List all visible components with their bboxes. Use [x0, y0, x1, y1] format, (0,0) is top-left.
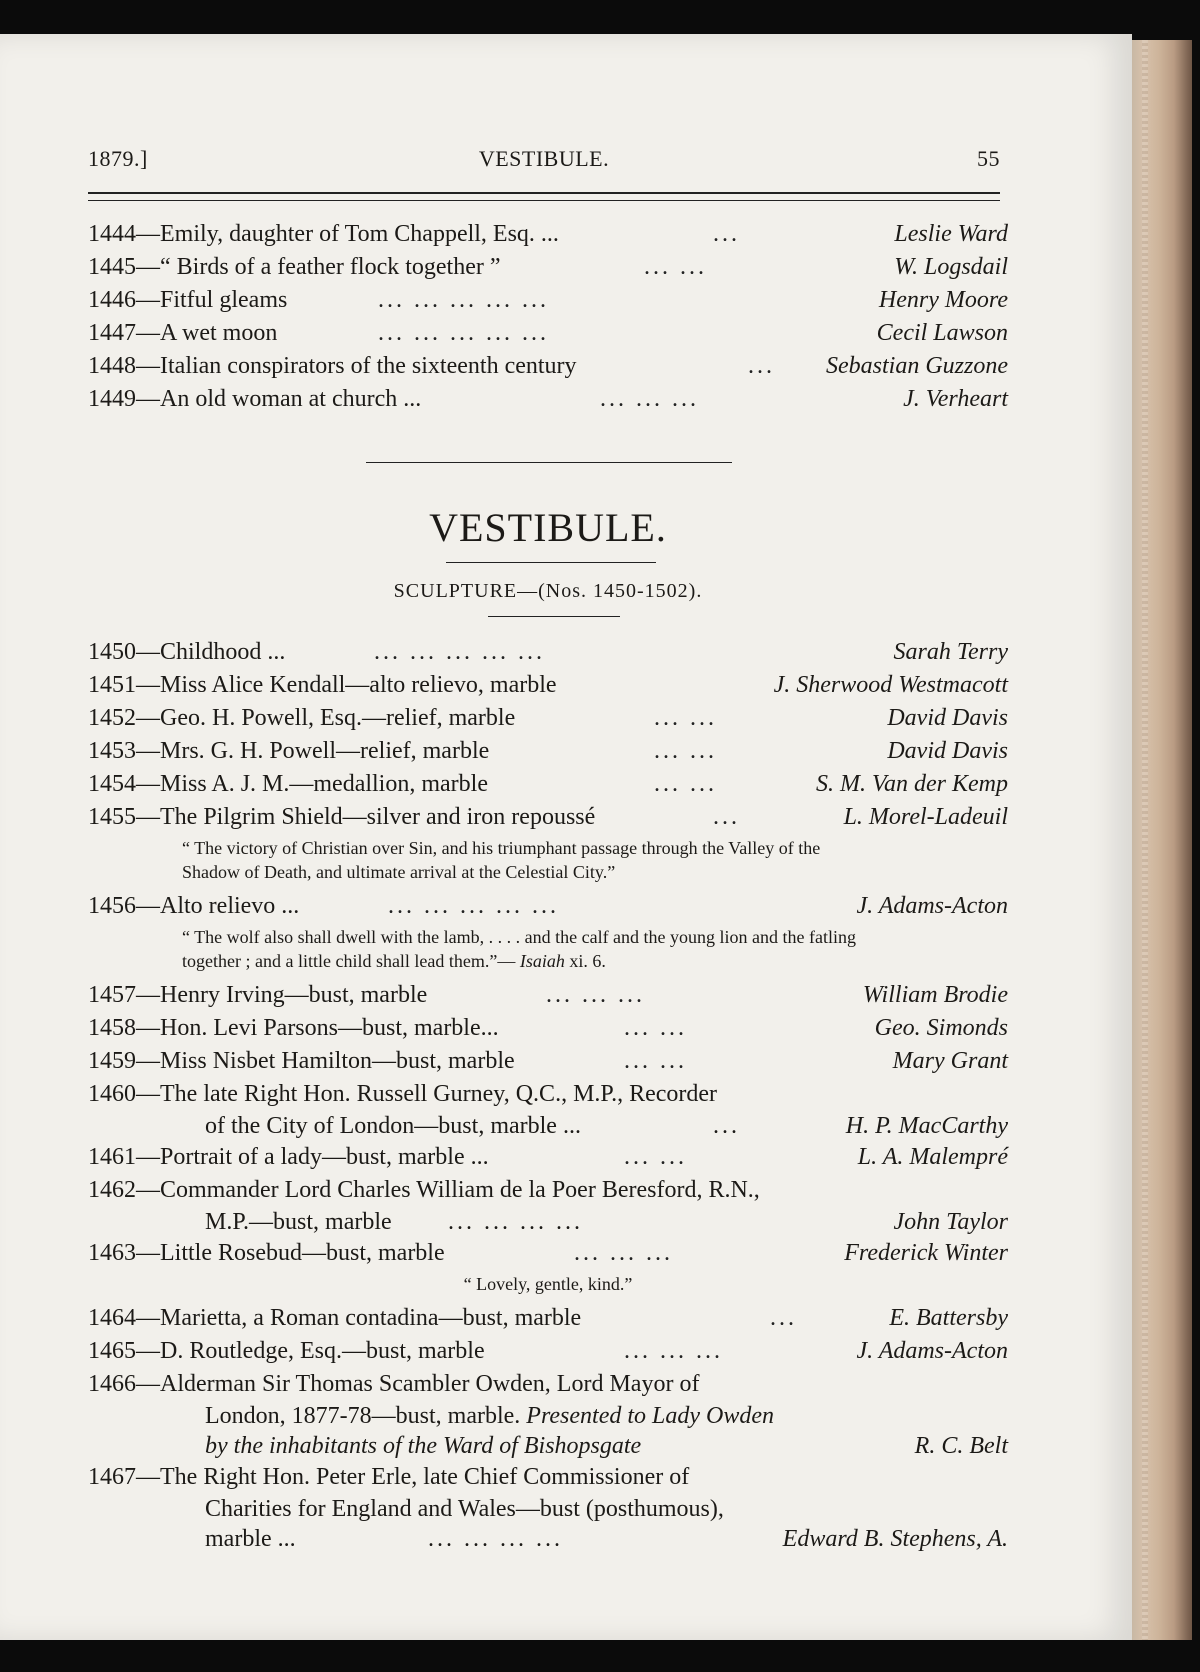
entry-number: 1453: [88, 738, 136, 764]
leader-dots: ... ... ...: [574, 1240, 673, 1266]
leader-dots: ...: [770, 1305, 797, 1331]
catalogue-entry: 1461—Portrait of a lady—bust, marble ... ... ... L. A. Malempré: [88, 1141, 1008, 1174]
entry-title: The Pilgrim Shield—silver and iron repoussé: [160, 804, 596, 830]
entry-artist: William Brodie: [862, 982, 1008, 1008]
catalogue-entry: 1448—Italian conspirators of the sixteenth century ... Sebastian Guzzone: [88, 350, 1008, 383]
running-header: [88, 146, 1000, 186]
entry-title: Miss A. J. M.—medallion, marble: [160, 771, 488, 797]
leader-dots: ...: [748, 353, 775, 379]
entry-title: Miss Nisbet Hamilton—bust, marble: [160, 1048, 515, 1074]
entry-title: “ Birds of a feather flock together ”: [160, 254, 501, 280]
entry-number: 1455: [88, 804, 136, 830]
entry-continuation: [88, 1111, 1008, 1141]
entry-title: Henry Irving—bust, marble: [160, 982, 428, 1008]
catalogue-entry: 1455—The Pilgrim Shield—silver and iron repoussé ... L. Morel-Ladeuil: [88, 801, 1008, 834]
page: [0, 34, 1132, 1640]
continuation-text: by the inhabitants of the Ward of Bishopsgate: [205, 1433, 642, 1459]
leader-dots: ... ...: [654, 738, 717, 764]
entry-number: 1447: [88, 320, 136, 346]
catalogue-entry: 1452—Geo. H. Powell, Esq.—relief, marble ... ... David Davis: [88, 702, 1008, 735]
catalogue-entry: 1459—Miss Nisbet Hamilton—bust, marble ... ... Mary Grant: [88, 1045, 1008, 1078]
quotation-reference-book: Isaiah: [519, 951, 565, 971]
catalogue-entry: 1445—“ Birds of a feather flock together ” ... ... W. Logsdail: [88, 251, 1008, 284]
catalogue-entry: 1451—Miss Alice Kendall—alto relievo, marble J. Sherwood Westmacott: [88, 669, 1008, 702]
continuation-text: Charities for England and Wales—bust (posthumous),: [205, 1496, 724, 1522]
entry-continuation: [88, 1494, 1008, 1524]
leader-dots: ... ...: [624, 1015, 687, 1041]
entry-artist: R. C. Belt: [914, 1433, 1008, 1459]
catalogue-entry: 1454—Miss A. J. M.—medallion, marble ... ... S. M. Van der Kemp: [88, 768, 1008, 801]
catalogue-entry: 1458—Hon. Levi Parsons—bust, marble... ... ... Geo. Simonds: [88, 1012, 1008, 1045]
header-rule: [88, 192, 1000, 201]
entry-artist: Frederick Winter: [844, 1240, 1008, 1266]
entry-title: Mrs. G. H. Powell—relief, marble: [160, 738, 490, 764]
continuation-text: of the City of London—bust, marble ...: [205, 1113, 581, 1139]
entry-number: 1467: [88, 1464, 136, 1490]
catalogue-entry: 1446—Fitful gleams ... ... ... ... ... Henry Moore: [88, 284, 1008, 317]
entry-title: A wet moon: [160, 320, 278, 346]
entry-quotation: [88, 925, 882, 973]
catalogue-entry: 1460—The late Right Hon. Russell Gurney, Q.C., M.P., Recorder: [88, 1081, 718, 1107]
header-title: VESTIBULE.: [478, 146, 610, 171]
entry-title: Marietta, a Roman contadina—bust, marble: [160, 1305, 582, 1331]
entry-quotation: “ The victory of Christian over Sin, and his triumphant passage through the Valley of the Shadow of Death, and ultimate arrival at the Celestial City.”: [182, 838, 821, 882]
catalogue-entry: 1453—Mrs. G. H. Powell—relief, marble ... ... David Davis: [88, 735, 1008, 768]
entry-title: Alto relievo ...: [160, 893, 300, 919]
continuation-text: marble ...: [205, 1526, 296, 1552]
entry-title: The late Right Hon. Russell Gurney, Q.C., M.P., Recorder: [160, 1081, 718, 1107]
entry-artist: Henry Moore: [878, 287, 1008, 313]
catalogue-entry: 1450—Childhood ... ... ... ... ... ... Sarah Terry: [88, 636, 1008, 669]
entry-number: 1460: [88, 1081, 136, 1107]
entry-title: Childhood ...: [160, 639, 286, 665]
entry-number: 1456: [88, 893, 136, 919]
entry-artist: Geo. Simonds: [874, 1015, 1008, 1041]
entry-number: 1465: [88, 1338, 136, 1364]
entry-artist: H. P. MacCarthy: [845, 1113, 1008, 1139]
entry-title: Emily, daughter of Tom Chappell, Esq. ...: [160, 221, 559, 247]
entry-artist: Edward B. Stephens, A.: [782, 1526, 1008, 1552]
leader-dots: ... ... ... ... ...: [378, 320, 549, 346]
entry-number: 1450: [88, 639, 136, 665]
entry-number: 1444: [88, 221, 136, 247]
entry-artist: David Davis: [887, 738, 1008, 764]
catalogue-entry: 1466—Alderman Sir Thomas Scambler Owden, Lord Mayor of: [88, 1371, 700, 1397]
entry-title: D. Routledge, Esq.—bust, marble: [160, 1338, 485, 1364]
leader-dots: ...: [713, 804, 740, 830]
leader-dots: ... ... ...: [624, 1338, 723, 1364]
book-page-edges: [1132, 40, 1192, 1640]
entry-artist: Mary Grant: [892, 1048, 1008, 1074]
leader-dots: ... ...: [624, 1144, 687, 1170]
entry-number: 1464: [88, 1305, 136, 1331]
catalogue-entry: 1464—Marietta, a Roman contadina—bust, marble ... E. Battersby: [88, 1302, 1008, 1335]
entry-artist: S. M. Van der Kemp: [816, 771, 1008, 797]
entry-number: 1466: [88, 1371, 136, 1397]
entry-number: 1463: [88, 1240, 136, 1266]
entry-title: Portrait of a lady—bust, marble ...: [160, 1144, 489, 1170]
leader-dots: ... ... ... ...: [448, 1209, 583, 1235]
entry-title: Hon. Levi Parsons—bust, marble...: [160, 1015, 499, 1041]
entry-title: Alderman Sir Thomas Scambler Owden, Lord Mayor of: [160, 1371, 700, 1397]
entry-number: 1451: [88, 672, 136, 698]
entry-artist: E. Battersby: [889, 1305, 1008, 1331]
entry-artist: J. Sherwood Westmacott: [773, 672, 1008, 698]
catalogue-entry: 1456—Alto relievo ... ... ... ... ... ... J. Adams-Acton: [88, 890, 1008, 923]
entry-artist: Sebastian Guzzone: [826, 353, 1008, 379]
entry-number: 1448: [88, 353, 136, 379]
entry-number: 1462: [88, 1177, 136, 1203]
entry-artist: Sarah Terry: [893, 639, 1008, 665]
entry-artist: W. Logsdail: [894, 254, 1008, 280]
entry-continuation: [88, 1431, 1008, 1461]
entry-artist: J. Adams-Acton: [856, 893, 1008, 919]
leader-dots: ...: [713, 1113, 740, 1139]
entry-number: 1461: [88, 1144, 136, 1170]
catalogue-entry: 1462—Commander Lord Charles William de la Poer Beresford, R.N.,: [88, 1177, 760, 1203]
entry-title: Geo. H. Powell, Esq.—relief, marble: [160, 705, 516, 731]
leader-dots: ... ...: [654, 705, 717, 731]
entry-title: The Right Hon. Peter Erle, late Chief Commissioner of: [160, 1464, 690, 1490]
entry-number: 1458: [88, 1015, 136, 1041]
continuation-text: London, 1877-78—bust, marble.: [205, 1403, 521, 1429]
entry-number: 1452: [88, 705, 136, 731]
catalogue-entry: 1463—Little Rosebud—bust, marble ... ... ... Frederick Winter: [88, 1237, 1008, 1270]
entry-quotation: “ Lovely, gentle, kind.”: [463, 1274, 633, 1294]
entry-title: Fitful gleams: [160, 287, 288, 313]
catalogue-entry: 1444—Emily, daughter of Tom Chappell, Esq. ... ... Leslie Ward: [88, 218, 1008, 251]
leader-dots: ... ... ...: [600, 386, 699, 412]
entry-title: Little Rosebud—bust, marble: [160, 1240, 445, 1266]
quotation-reference-verse: xi. 6.: [564, 951, 606, 971]
title-underline: [446, 562, 656, 563]
leader-dots: ...: [713, 221, 740, 247]
entry-title: An old woman at church ...: [160, 386, 422, 412]
leader-dots: ... ... ... ... ...: [374, 639, 545, 665]
section-title: VESTIBULE.: [429, 505, 667, 550]
leader-dots: ... ...: [624, 1048, 687, 1074]
entry-number: 1454: [88, 771, 136, 797]
entry-number: 1449: [88, 386, 136, 412]
entry-artist: L. A. Malempré: [857, 1144, 1008, 1170]
entry-title: Italian conspirators of the sixteenth century: [160, 353, 577, 379]
catalogue-entry: 1465—D. Routledge, Esq.—bust, marble ... ... ... J. Adams-Acton: [88, 1335, 1008, 1368]
entry-artist: John Taylor: [893, 1209, 1008, 1235]
leader-dots: ... ... ...: [546, 982, 645, 1008]
section-divider: [366, 462, 732, 463]
subtitle-underline: [488, 616, 620, 617]
entry-artist: J. Verheart: [903, 386, 1008, 412]
leader-dots: ... ...: [654, 771, 717, 797]
entry-number: 1446: [88, 287, 136, 313]
header-year: 1879.]: [88, 146, 148, 171]
leader-dots: ... ... ... ... ...: [388, 893, 559, 919]
catalogue-entry: 1457—Henry Irving—bust, marble ... ... ... William Brodie: [88, 979, 1008, 1012]
entry-artist: David Davis: [887, 705, 1008, 731]
top-entries: [88, 218, 1008, 416]
entry-number: 1459: [88, 1048, 136, 1074]
entry-continuation: [88, 1524, 1008, 1554]
continuation-text: M.P.—bust, marble: [205, 1209, 392, 1235]
leader-dots: ... ... ... ...: [428, 1526, 563, 1552]
entry-number: 1457: [88, 982, 136, 1008]
catalogue-entry: 1447—A wet moon ... ... ... ... ... Cecil Lawson: [88, 317, 1008, 350]
page-number: 55: [977, 146, 1000, 171]
entry-title: Commander Lord Charles William de la Poer Beresford, R.N.,: [160, 1177, 760, 1203]
entry-continuation: [88, 1207, 1008, 1237]
entry-number: 1445: [88, 254, 136, 280]
entry-title: Miss Alice Kendall—alto relievo, marble: [160, 672, 557, 698]
entry-artist: L. Morel-Ladeuil: [843, 804, 1008, 830]
catalogue-entry: 1449—An old woman at church ... ... ... ... J. Verheart: [88, 383, 1008, 416]
entry-artist: J. Adams-Acton: [856, 1338, 1008, 1364]
entry-artist: Cecil Lawson: [876, 320, 1008, 346]
catalogue-entry: 1467—The Right Hon. Peter Erle, late Chief Commissioner of: [88, 1464, 690, 1490]
entry-continuation: [88, 1401, 1008, 1431]
leader-dots: ... ...: [644, 254, 707, 280]
entry-artist: Leslie Ward: [894, 221, 1008, 247]
presentation-note: Presented to Lady Owden: [526, 1403, 775, 1429]
sculpture-entries: [88, 636, 1008, 1554]
section-subtitle: SCULPTURE—(Nos. 1450-1502).: [393, 580, 703, 602]
quotation-text: “ The wolf also shall dwell with the lamb, . . . . and the calf and the young lion and the fatling together ; and a little child shall lead them.”—: [182, 927, 857, 971]
leader-dots: ... ... ... ... ...: [378, 287, 549, 313]
